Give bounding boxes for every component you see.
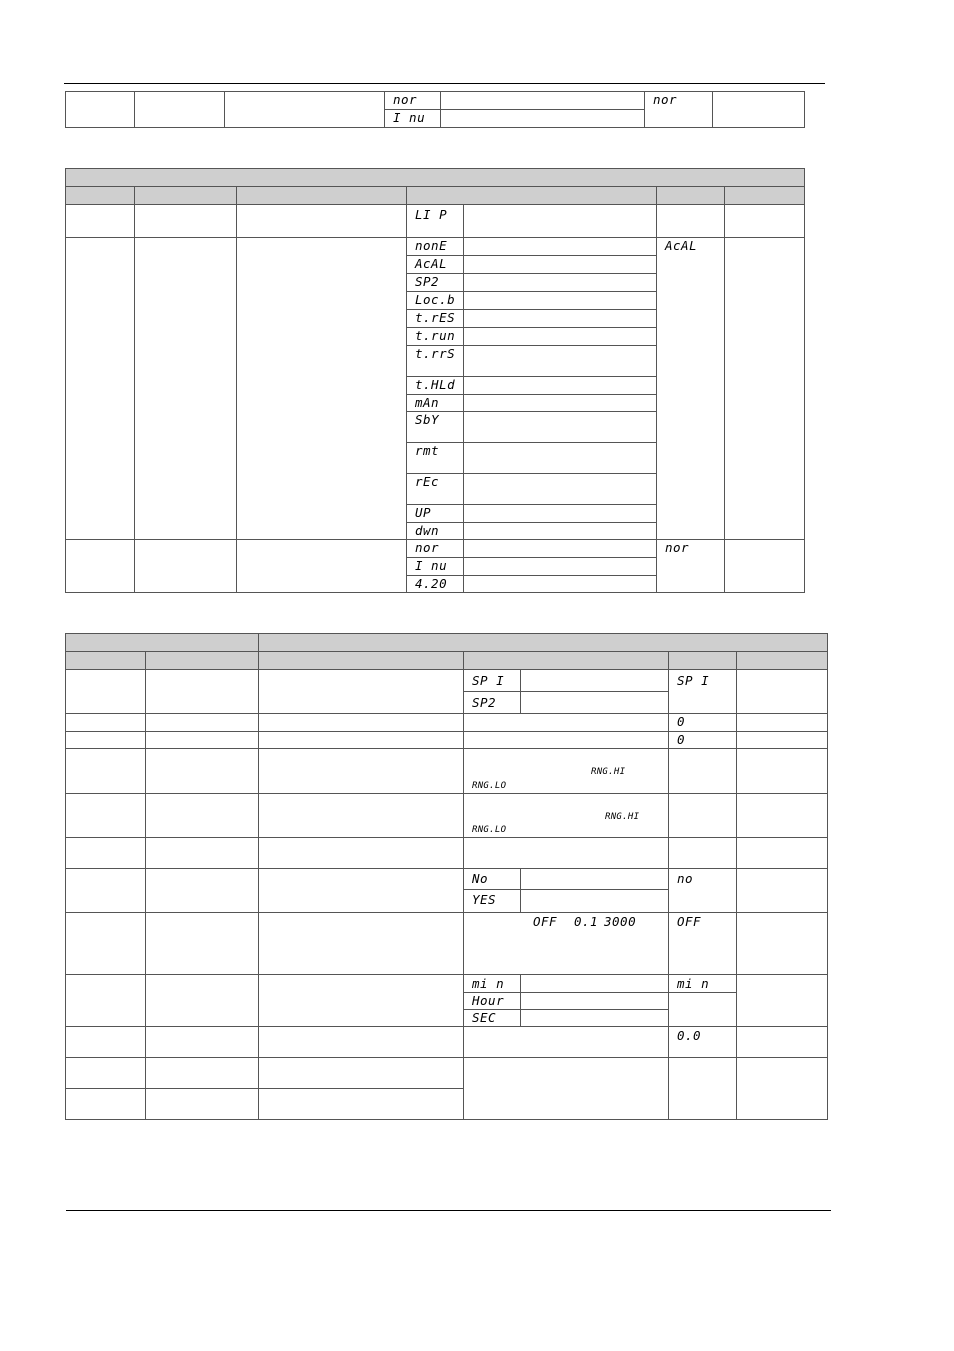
cell	[146, 1089, 259, 1120]
middle-table	[65, 168, 805, 593]
cell	[464, 377, 657, 395]
cell	[737, 1058, 828, 1120]
cell	[737, 732, 828, 749]
cell	[259, 714, 464, 732]
code-sp2: SP2	[464, 692, 521, 714]
cell	[521, 670, 669, 692]
cell	[521, 975, 669, 993]
code-sp1: SP I	[464, 670, 521, 692]
code-rmt: rmt	[407, 443, 464, 474]
cell	[259, 670, 464, 714]
cell	[737, 913, 828, 975]
default-value: nor	[645, 92, 713, 128]
cell	[66, 92, 135, 128]
cell	[146, 714, 259, 732]
cell	[66, 670, 146, 714]
code-dwn: dwn	[407, 523, 464, 540]
default-value: OFF	[669, 913, 737, 975]
cell	[464, 310, 657, 328]
cell	[146, 913, 259, 975]
code-man: mAn	[407, 395, 464, 412]
code-sp2: SP2	[407, 274, 464, 292]
cell	[737, 869, 828, 913]
cell	[225, 92, 385, 128]
cell	[464, 558, 657, 576]
cell	[259, 749, 464, 794]
cell	[66, 869, 146, 913]
cell	[464, 346, 657, 377]
code-sby: SbY	[407, 412, 464, 443]
section-header	[259, 634, 828, 652]
cell	[135, 540, 237, 593]
column-header	[464, 652, 669, 670]
code-thld: t.HLd	[407, 377, 464, 395]
cell	[441, 110, 645, 128]
default-value: nor	[657, 540, 725, 593]
cell	[259, 794, 464, 838]
cell	[66, 975, 146, 1027]
cell	[259, 913, 464, 975]
cell	[464, 328, 657, 346]
cell	[135, 238, 237, 540]
cell	[146, 869, 259, 913]
code-min: mi n	[464, 975, 521, 993]
column-header	[259, 652, 464, 670]
cell	[737, 838, 828, 869]
cell	[464, 256, 657, 274]
column-header	[237, 187, 407, 205]
cell	[259, 732, 464, 749]
column-header	[657, 187, 725, 205]
cell	[464, 474, 657, 505]
cell	[737, 975, 828, 1027]
cell	[259, 1089, 464, 1120]
default-value: 0	[669, 714, 737, 732]
cell	[146, 1058, 259, 1089]
cell	[737, 794, 828, 838]
cell	[135, 205, 237, 238]
cell	[464, 714, 669, 732]
min-value: 0.1	[574, 914, 599, 929]
cell	[66, 794, 146, 838]
cell	[146, 749, 259, 794]
cell	[66, 238, 135, 540]
cell	[135, 92, 225, 128]
cell	[66, 732, 146, 749]
cell	[725, 238, 805, 540]
range-cell	[464, 794, 669, 838]
cell	[237, 205, 407, 238]
column-header	[725, 187, 805, 205]
cell	[237, 238, 407, 540]
cell	[66, 714, 146, 732]
cell	[146, 670, 259, 714]
column-header	[737, 652, 828, 670]
cell	[464, 576, 657, 593]
cell	[464, 443, 657, 474]
cell	[669, 993, 737, 1027]
code-trrs: t.rrS	[407, 346, 464, 377]
range-lo-label: RNG.LO	[472, 781, 507, 791]
code-inu: I nu	[407, 558, 464, 576]
cell	[259, 869, 464, 913]
max-value: 3000	[604, 914, 637, 929]
column-header	[135, 187, 237, 205]
cell	[66, 749, 146, 794]
cell	[521, 890, 669, 913]
cell	[464, 838, 669, 869]
code-nor: nor	[407, 540, 464, 558]
range-cell	[464, 913, 669, 975]
code-nor: nor	[385, 92, 441, 110]
footer-rule	[66, 1210, 831, 1211]
cell	[464, 523, 657, 540]
code-locb: Loc.b	[407, 292, 464, 310]
cell	[725, 540, 805, 593]
cell	[464, 238, 657, 256]
cell	[146, 838, 259, 869]
cell	[521, 692, 669, 714]
cell	[464, 1027, 669, 1058]
bottom-table	[65, 633, 828, 1120]
cell	[441, 92, 645, 110]
code-sec: SEC	[464, 1010, 521, 1027]
default-value: AcAL	[657, 238, 725, 540]
column-header	[66, 652, 146, 670]
cell	[259, 1027, 464, 1058]
default-value: mi n	[669, 975, 737, 993]
section-header	[66, 169, 805, 187]
cell	[737, 1027, 828, 1058]
cell	[464, 505, 657, 523]
code-hour: Hour	[464, 993, 521, 1010]
code-acal: AcAL	[407, 256, 464, 274]
cell	[725, 205, 805, 238]
cell	[66, 1058, 146, 1089]
default-value: 0	[669, 732, 737, 749]
cell	[259, 838, 464, 869]
column-header	[146, 652, 259, 670]
default-value: 0.0	[669, 1027, 737, 1058]
section-header	[66, 634, 259, 652]
cell	[737, 749, 828, 794]
off-code: OFF	[533, 914, 558, 929]
code-inu: I nu	[385, 110, 441, 128]
cell	[146, 732, 259, 749]
cell	[669, 749, 737, 794]
cell	[464, 732, 669, 749]
code-tres: t.rES	[407, 310, 464, 328]
cell	[464, 1058, 669, 1120]
cell	[259, 975, 464, 1027]
cell	[521, 869, 669, 890]
cell	[259, 1058, 464, 1089]
cell	[464, 395, 657, 412]
cell	[146, 975, 259, 1027]
top-table	[65, 91, 805, 128]
cell	[521, 993, 669, 1010]
code-no: No	[464, 869, 521, 890]
cell	[737, 670, 828, 714]
cell	[464, 540, 657, 558]
range-lo-label: RNG.LO	[472, 825, 507, 835]
code-420: 4.20	[407, 576, 464, 593]
cell	[464, 205, 657, 238]
cell	[66, 205, 135, 238]
default-value: no	[669, 869, 737, 913]
cell	[146, 794, 259, 838]
range-hi-label: RNG.HI	[591, 767, 626, 777]
cell	[66, 838, 146, 869]
code-up: UP	[407, 505, 464, 523]
header-rule	[64, 83, 825, 84]
cell	[66, 1089, 146, 1120]
cell	[713, 92, 805, 128]
range-cell	[464, 749, 669, 794]
default-value: SP I	[669, 670, 737, 714]
cell	[521, 1010, 669, 1027]
cell	[657, 205, 725, 238]
cell	[464, 292, 657, 310]
cell	[146, 1027, 259, 1058]
cell	[237, 540, 407, 593]
cell	[737, 714, 828, 732]
column-header	[669, 652, 737, 670]
column-header	[66, 187, 135, 205]
range-hi-label: RNG.HI	[605, 812, 640, 822]
code-lip: LI P	[407, 205, 464, 238]
code-none: nonE	[407, 238, 464, 256]
code-trun: t.run	[407, 328, 464, 346]
cell	[669, 794, 737, 838]
cell	[669, 838, 737, 869]
cell	[464, 412, 657, 443]
cell	[66, 913, 146, 975]
cell	[66, 1027, 146, 1058]
cell	[464, 274, 657, 292]
cell	[66, 540, 135, 593]
code-rec: rEc	[407, 474, 464, 505]
code-yes: YES	[464, 890, 521, 913]
column-header	[407, 187, 657, 205]
cell	[669, 1058, 737, 1120]
